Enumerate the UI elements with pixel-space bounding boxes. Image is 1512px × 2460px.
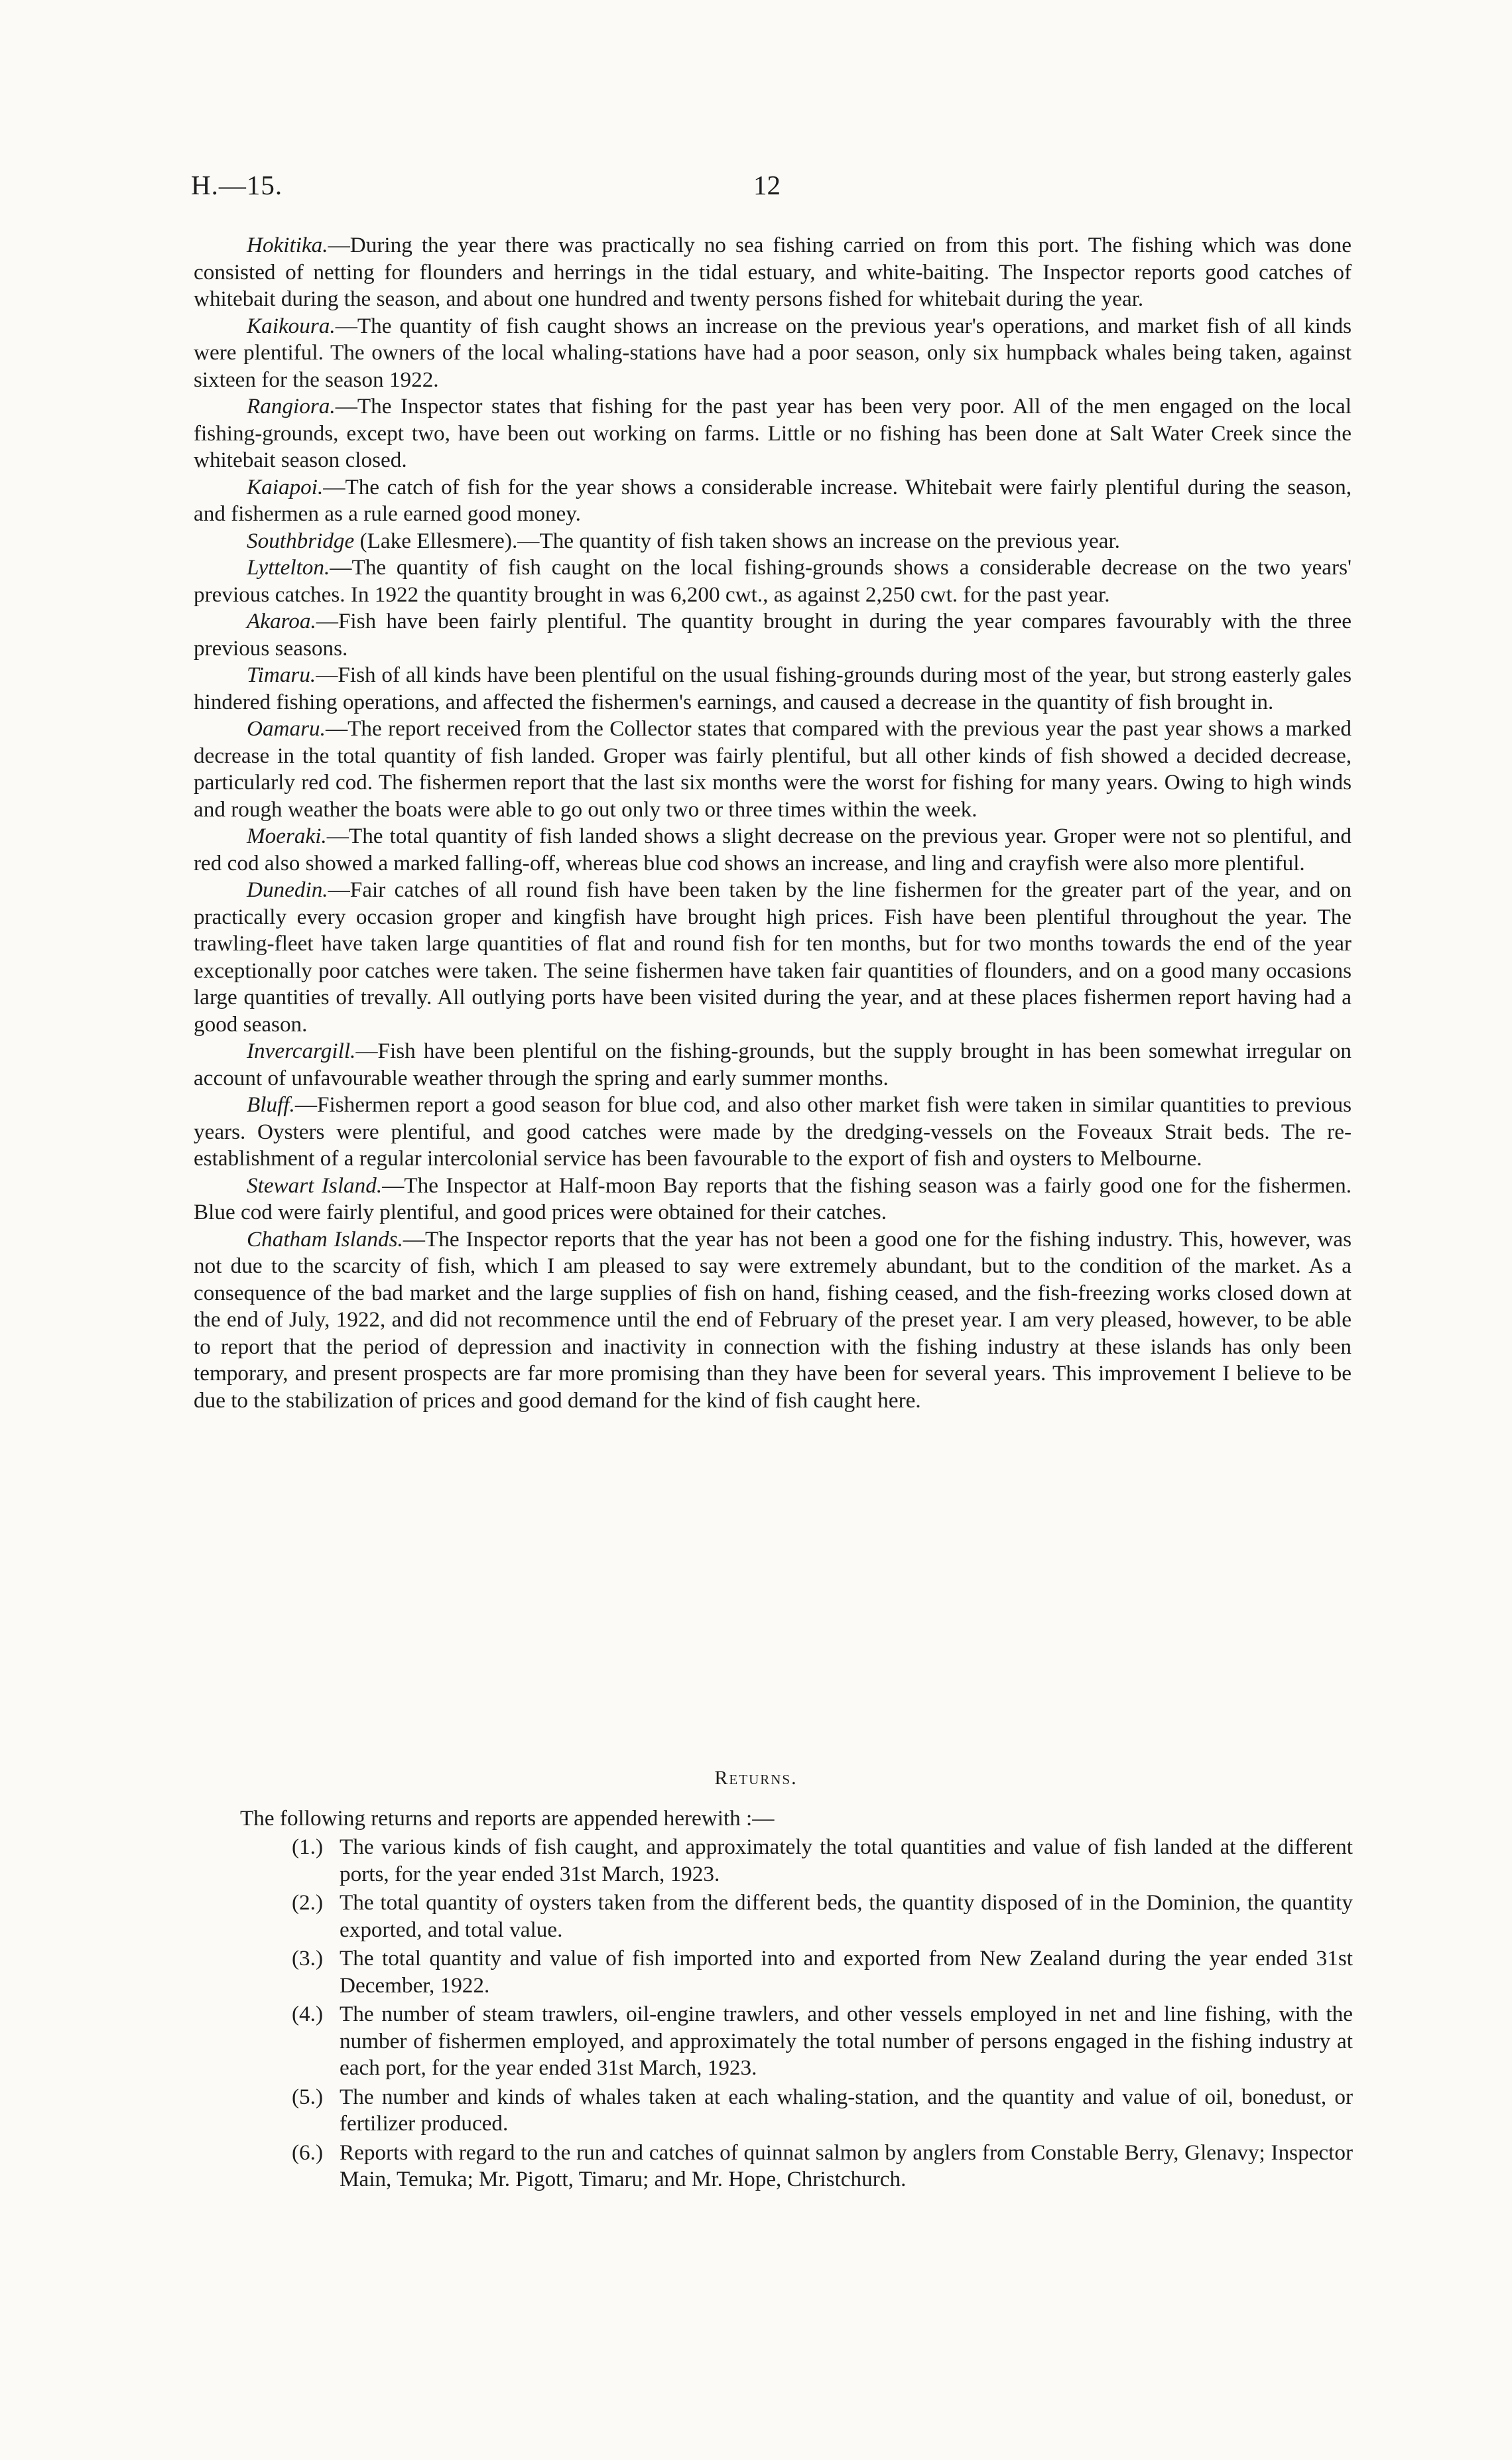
paragraph-text: —The Inspector states that fishing for the past year has been very poor. All of the men engaged on the local fishing-grounds, except two, have been out working on farms. Little or no fishing has been done at Salt Water Creek since the whitebait season closed. [194, 394, 1352, 472]
paragraph-text: —The quantity of fish caught shows an increase on the previous year's operations, and market fish of all kinds were plentiful. The owners of the local whaling-stations have had a poor season, only six humpback whales being taken, against sixteen for the season 1922. [194, 313, 1352, 392]
list-item [292, 2084, 1353, 2138]
paragraph-dunedin [194, 877, 1352, 1038]
paragraph-text: —Fishermen report a good season for blue cod, and also other market fish were taken in similar quantities to previous years. Oysters were plentiful, and good catches were made by the dredging-vessels on the Foveaux Strait beds. The re-establishment of a regular intercolonial service has been favourable to the export of fish and oysters to Melbourne. [194, 1092, 1352, 1171]
place-name: Rangiora. [247, 394, 336, 419]
place-name: Kaiapoi. [247, 474, 324, 499]
item-number: (1.) [292, 1835, 323, 1859]
paragraph-text: —The Inspector at Half-moon Bay reports that the fishing season was a fairly good one for the fishermen. Blue cod were fairly plentiful, and good prices were obtained for their catches. [194, 1173, 1352, 1224]
page-header [191, 169, 1350, 209]
item-text: The total quantity of oysters taken from the different beds, the quantity disposed of in the Dominion, the quantity exported, and total value. [340, 1890, 1353, 1942]
item-text: The number and kinds of whales taken at each whaling-station, and the quantity and value of oil, bonedust, or fertilizer produced. [340, 2084, 1353, 2136]
item-number: (6.) [292, 2140, 323, 2165]
item-text: The various kinds of fish caught, and approximately the total quantities and value of fish landed at the different ports, for the year ended 31st March, 1923. [340, 1835, 1353, 1886]
paragraph-text: —The total quantity of fish landed shows a slight decrease on the previous year. Groper were not so plentiful, and red cod also showed a marked falling-off, whereas blue cod shows an increase, and ling and crayfish were also more plentiful. [194, 824, 1352, 875]
paragraph-lyttelton [194, 554, 1352, 608]
paragraph-rangiora [194, 393, 1352, 474]
paragraph-oamaru [194, 716, 1352, 823]
paragraph-text: —During the year there was practically no sea fishing carried on from this port. The fishing which was done consisted of netting for flounders and herrings in the tidal estuary, and white-baiting. The Inspector reports good catches of whitebait during the season, and about one hundred and twenty persons fished for whitebait during the year. [194, 233, 1352, 311]
paragraph-text: —The report received from the Collector states that compared with the previous year the past year shows a marked decrease in the total quantity of fish landed. Groper was fairly plentiful, but all other kinds of fish showed a decided decrease, particularly red cod. The fishermen report that the last six months were the worst for fishing for many years. Owing to high winds and rough weather the boats were able to go out only two or three times within the week. [194, 716, 1352, 822]
paragraph-hokitika [194, 232, 1352, 313]
paragraph-invercargill [194, 1038, 1352, 1092]
paragraph-timaru [194, 662, 1352, 716]
document-reference: H.—15. [191, 170, 283, 200]
place-name: Kaikoura. [247, 313, 336, 338]
returns-heading: Returns. [714, 1767, 798, 1789]
place-name: Southbridge [247, 528, 355, 553]
place-name: Timaru. [247, 663, 316, 687]
item-number: (3.) [292, 1946, 323, 1971]
item-text: The number of steam trawlers, oil-engine trawlers, and other vessels employed in net and line fishing, with the number of fishermen employed, and approximately the total number of persons engaged in the fishing industry at each port, for the year ended 31st March, 1923. [340, 2002, 1353, 2080]
paragraph-kaikoura [194, 313, 1352, 394]
place-name: Lyttelton. [247, 555, 330, 580]
paragraph-chatham-islands [194, 1226, 1352, 1415]
place-name: Moeraki. [247, 824, 327, 848]
paragraph-text: —Fair catches of all round fish have been taken by the line fishermen for the greater part of the year, and on practically every occasion groper and kingfish have brought high prices. Fish have been plentiful throughout the year. The trawling-fleet have taken large quantities of flat and round fish for ten months, but for two months towards the end of the year exceptionally poor catches were taken. The seine fishermen have taken fair quantities of flounders, and on a good many occasions large quantities of trevally. All outlying ports have been visited during the year, and at these places fishermen report having had a good season. [194, 877, 1352, 1037]
place-name: Dunedin. [247, 877, 328, 902]
place-name: Hokitika. [247, 233, 328, 257]
paragraph-text: —The Inspector reports that the year has not been a good one for the fishing industry. This, however, was not due to the scarcity of fish, which I am pleased to say were extremely abundant, but to the condition of the market. As a consequence of the bad market and the large supplies of fish on hand, fishing ceased, and the fish-freezing works closed down at the end of July, 1922, and did not recommence until the end of February of the preset year. I am very pleased, however, to be able to report that the period of depression and inactivity in connection with the fishing industry at these islands has only been temporary, and present prospects are far more promising than they have been for several years. This improvement I believe to be due to the stabilization of prices and good demand for the kind of fish caught here. [194, 1226, 1352, 1413]
paragraph-akaroa [194, 608, 1352, 662]
place-name: Chatham Islands. [247, 1226, 403, 1252]
paragraph-kaiapoi [194, 474, 1352, 528]
paragraph-stewart-island [194, 1173, 1352, 1226]
returns-intro: The following returns and reports are appended herewith :— [240, 1806, 775, 1831]
place-name: Bluff. [247, 1092, 295, 1117]
returns-list [292, 1834, 1353, 2195]
paragraph-text: —The quantity of fish caught on the local fishing-grounds shows a considerable decrease on the two years' previous catches. In 1922 the quantity brought in was 6,200 cwt., as against 2,250 cwt. for the past year. [194, 555, 1352, 607]
item-number: (2.) [292, 1890, 323, 1915]
item-text: The total quantity and value of fish imported into and exported from New Zealand during the year ended 31st December, 1922. [340, 1946, 1353, 1998]
place-name: Stewart Island. [247, 1173, 383, 1198]
place-name: Invercargill. [247, 1039, 356, 1063]
paragraph-text: (Lake Ellesmere).—The quantity of fish taken shows an increase on the previous year. [354, 528, 1120, 553]
place-name: Oamaru. [247, 716, 326, 741]
place-name: Akaroa. [247, 609, 316, 633]
list-item [292, 2140, 1353, 2193]
list-item [292, 1890, 1353, 1943]
list-item [292, 1834, 1353, 1888]
report-body [194, 232, 1352, 1414]
paragraph-southbridge [194, 528, 1352, 555]
page-number: 12 [753, 170, 781, 200]
paragraph-bluff [194, 1092, 1352, 1173]
paragraph-text: —Fish have been plentiful on the fishing-grounds, but the supply brought in has been somewhat irregular on account of unfavourable weather through the spring and early summer months. [194, 1039, 1352, 1090]
paragraph-text: —The catch of fish for the year shows a considerable increase. Whitebait were fairly plentiful during the season, and fishermen as a rule earned good money. [194, 474, 1352, 526]
list-item [292, 1945, 1353, 1999]
item-text: Reports with regard to the run and catches of quinnat salmon by anglers from Constable Berry, Glenavy; Inspector Main, Temuka; Mr. Pigott, Timaru; and Mr. Hope, Christchurch. [340, 2140, 1353, 2191]
list-item [292, 2001, 1353, 2082]
paragraph-text: —Fish have been fairly plentiful. The quantity brought in during the year compares favourably with the three previous seasons. [194, 609, 1352, 661]
item-number: (5.) [292, 2084, 323, 2109]
paragraph-moeraki [194, 823, 1352, 877]
item-number: (4.) [292, 2002, 323, 2026]
paragraph-text: —Fish of all kinds have been plentiful on the usual fishing-grounds during most of the year, but strong easterly gales hindered fishing operations, and affected the fishermen's earnings, and caused a decrease in the quantity of fish brought in. [194, 663, 1352, 714]
